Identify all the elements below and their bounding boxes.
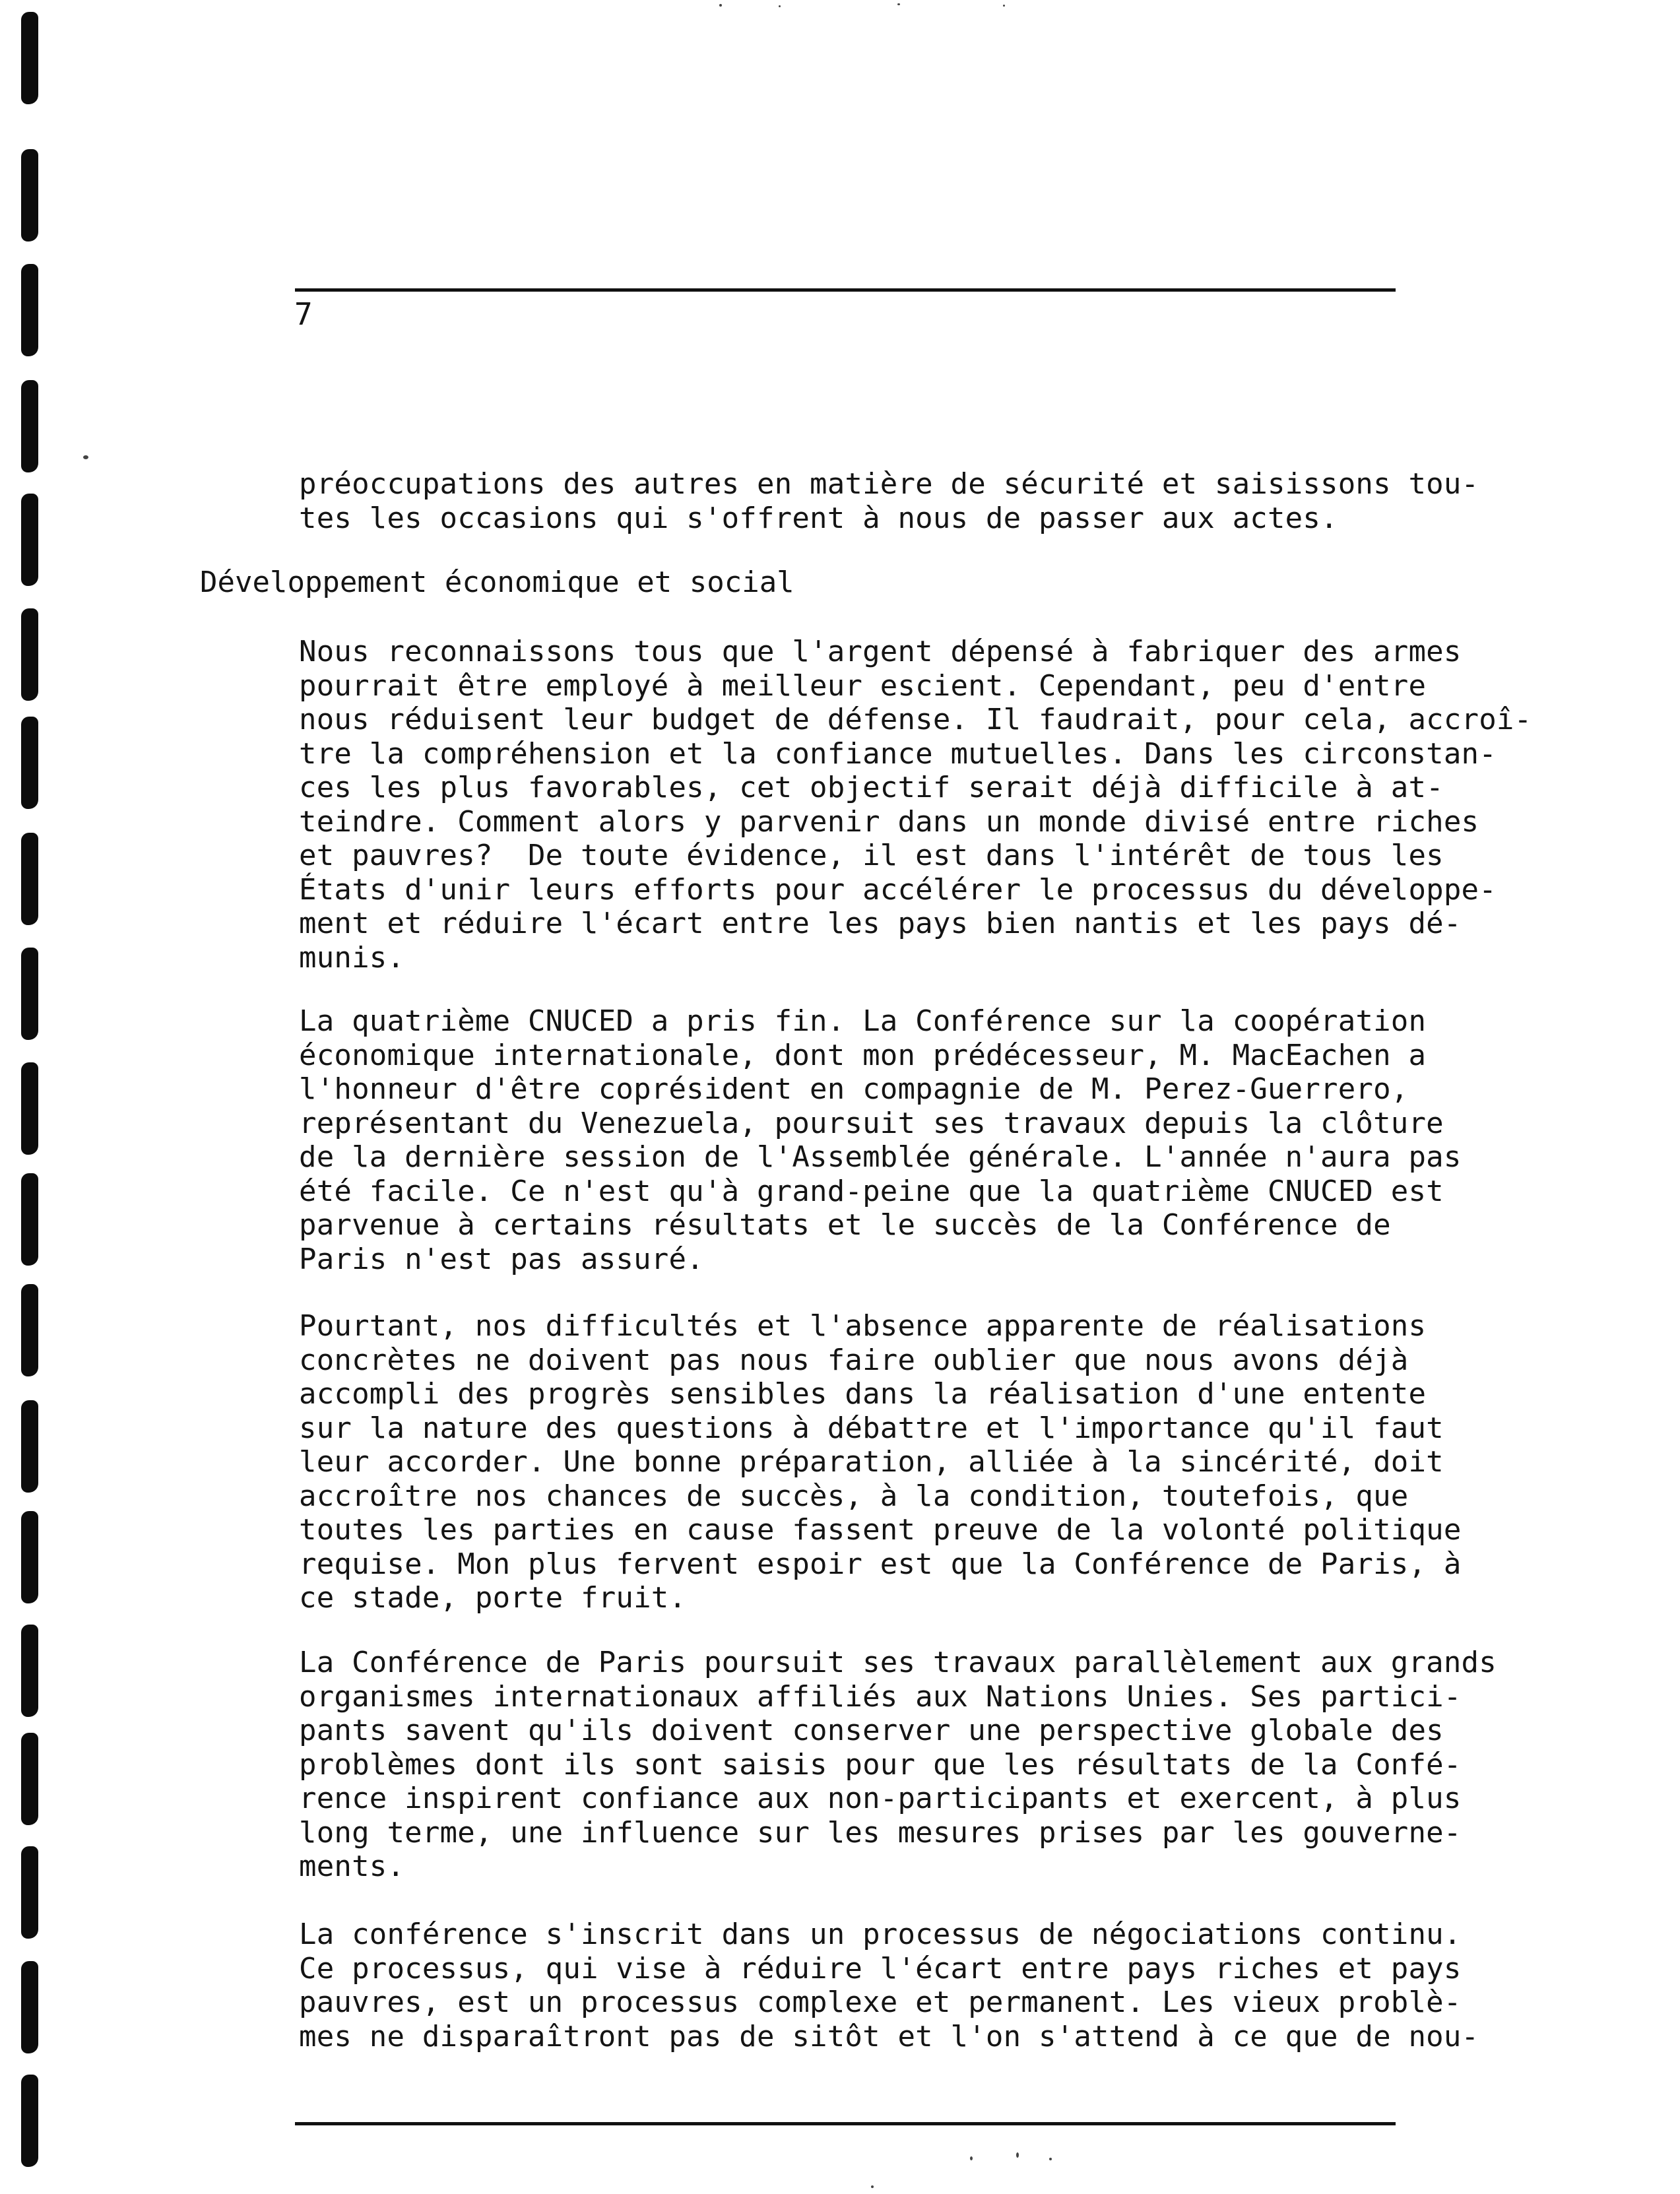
footer-rule — [295, 2122, 1396, 2125]
binding-hole — [21, 833, 38, 925]
binding-hole — [21, 1961, 38, 2053]
header-rule — [295, 288, 1396, 292]
scan-speck — [719, 4, 722, 7]
scan-speck — [897, 3, 900, 5]
paragraph-line: long terme, une influence sur les mesures prises par les gouverne- — [299, 1815, 1462, 1850]
paragraph-line: ces les plus favorables, cet objectif serait déjà difficile à at- — [299, 771, 1444, 804]
scan-speck — [779, 5, 781, 7]
paragraph-line: ce stade, porte fruit. — [299, 1581, 687, 1615]
binding-hole — [21, 1846, 38, 1939]
binding-hole — [21, 1400, 38, 1493]
scan-speck — [1016, 2152, 1019, 2158]
paragraph-line: préoccupations des autres en matière de sécurité et saisissons tou- — [299, 467, 1479, 501]
binding-hole — [21, 264, 38, 356]
paragraph-line: problèmes dont ils sont saisis pour que les résultats de la Confé- — [299, 1747, 1462, 1782]
paragraph-line: La conférence s'inscrit dans un processus de négociations continu. — [299, 1918, 1462, 1951]
paragraph-line: requise. Mon plus fervent espoir est que la Conférence de Paris, à — [299, 1547, 1462, 1581]
paragraph-line: été facile. Ce n'est qu'à grand-peine que la quatrième CNUCED est — [299, 1174, 1444, 1208]
paragraph-line: économique internationale, dont mon prédécesseur, M. MacEachen a — [299, 1038, 1427, 1072]
binding-holes — [16, 0, 55, 2194]
binding-hole — [21, 1062, 38, 1155]
binding-hole — [21, 12, 38, 104]
paragraph-line: La quatrième CNUCED a pris fin. La Conférence sur la coopération — [299, 1004, 1427, 1038]
paragraph-line: Nous reconnaissons tous que l'argent dépensé à fabriquer des armes — [299, 635, 1462, 668]
paragraph-line: accroître nos chances de succès, à la condition, toutefois, que — [299, 1479, 1409, 1513]
binding-hole — [21, 1284, 38, 1376]
scan-speck — [970, 2156, 973, 2160]
binding-hole — [21, 608, 38, 701]
paragraph-line: et pauvres? De toute évidence, il est dans l'intérêt de tous les — [299, 839, 1444, 872]
paragraph-line: leur accorder. Une bonne préparation, alliée à la sincérité, doit — [299, 1445, 1444, 1479]
paragraph-line: parvenue à certains résultats et le succès de la Conférence de — [299, 1208, 1391, 1242]
paragraph — [299, 1309, 1462, 1615]
paragraph — [299, 467, 1479, 535]
section-heading: Développement économique et social — [200, 565, 794, 599]
binding-hole — [21, 717, 38, 809]
paragraph-line: pants savent qu'ils doivent conserver une perspective globale des — [299, 1714, 1444, 1747]
paragraph-line: Ce processus, qui vise à réduire l'écart entre pays riches et pays — [299, 1951, 1462, 1985]
scan-speck — [83, 455, 88, 459]
paragraph-line: ment et réduire l'écart entre les pays bien nantis et les pays dé- — [299, 907, 1462, 940]
paragraph-line: nous réduisent leur budget de défense. Il faudrait, pour cela, accroî- — [299, 703, 1532, 736]
scan-speck — [1049, 2158, 1052, 2160]
binding-hole — [21, 948, 38, 1040]
paragraph-line: La Conférence de Paris poursuit ses travaux parallèlement aux grands — [299, 1646, 1497, 1679]
binding-hole — [21, 494, 38, 586]
binding-hole — [21, 1511, 38, 1603]
paragraph-line: rence inspirent confiance aux non-participants et exercent, à plus — [299, 1782, 1462, 1815]
paragraph — [299, 1918, 1479, 2053]
binding-hole — [21, 1625, 38, 1717]
paragraph-line: teindre. Comment alors y parvenir dans un monde divisé entre riches — [299, 804, 1479, 839]
paragraph-line: concrètes ne doivent pas nous faire oublier que nous avons déjà — [299, 1343, 1409, 1377]
binding-hole — [21, 149, 38, 242]
binding-hole — [21, 380, 38, 472]
paragraph-line: toutes les parties en cause fassent preuve de la volonté politique — [299, 1513, 1462, 1547]
paragraph-line: accompli des progrès sensibles dans la réalisation d'une entente — [299, 1377, 1427, 1411]
paragraph-line: ments. — [299, 1850, 405, 1883]
paragraph-line: Paris n'est pas assuré. — [299, 1242, 704, 1276]
paragraph-line: États d'unir leurs efforts pour accélérer le processus du développe- — [299, 872, 1497, 907]
paragraph — [299, 1004, 1462, 1276]
binding-hole — [21, 2075, 38, 2167]
paragraph-line: mes ne disparaîtront pas de sitôt et l'on s'attend à ce que de nou- — [299, 2019, 1479, 2053]
paragraph-line: organismes internationaux affiliés aux Nations Unies. Ses partici- — [299, 1679, 1462, 1714]
paragraph-line: Pourtant, nos difficultés et l'absence apparente de réalisations — [299, 1309, 1427, 1343]
binding-hole — [21, 1173, 38, 1266]
binding-hole — [21, 1733, 38, 1825]
scan-speck — [871, 2185, 874, 2188]
paragraph-line: munis. — [299, 940, 405, 975]
paragraph-line: de la dernière session de l'Assemblée générale. L'année n'aura pas — [299, 1140, 1462, 1174]
paragraph-line: représentant du Venezuela, poursuit ses travaux depuis la clôture — [299, 1106, 1444, 1140]
paragraph-line: pauvres, est un processus complexe et permanent. Les vieux problè- — [299, 1985, 1462, 2019]
paragraph — [299, 635, 1532, 975]
paragraph-line: sur la nature des questions à débattre et l'importance qu'il faut — [299, 1411, 1444, 1445]
paragraph-line: pourrait être employé à meilleur escient. Cependant, peu d'entre — [299, 668, 1427, 703]
paragraph-line: tre la compréhension et la confiance mutuelles. Dans les circonstan- — [299, 736, 1497, 771]
paragraph-line: l'honneur d'être coprésident en compagnie de M. Perez-Guerrero, — [299, 1072, 1409, 1106]
scan-speck — [1003, 5, 1005, 7]
page-number: 7 — [294, 296, 313, 332]
paragraph-line: tes les occasions qui s'offrent à nous de passer aux actes. — [299, 501, 1338, 535]
paragraph — [299, 1646, 1497, 1884]
